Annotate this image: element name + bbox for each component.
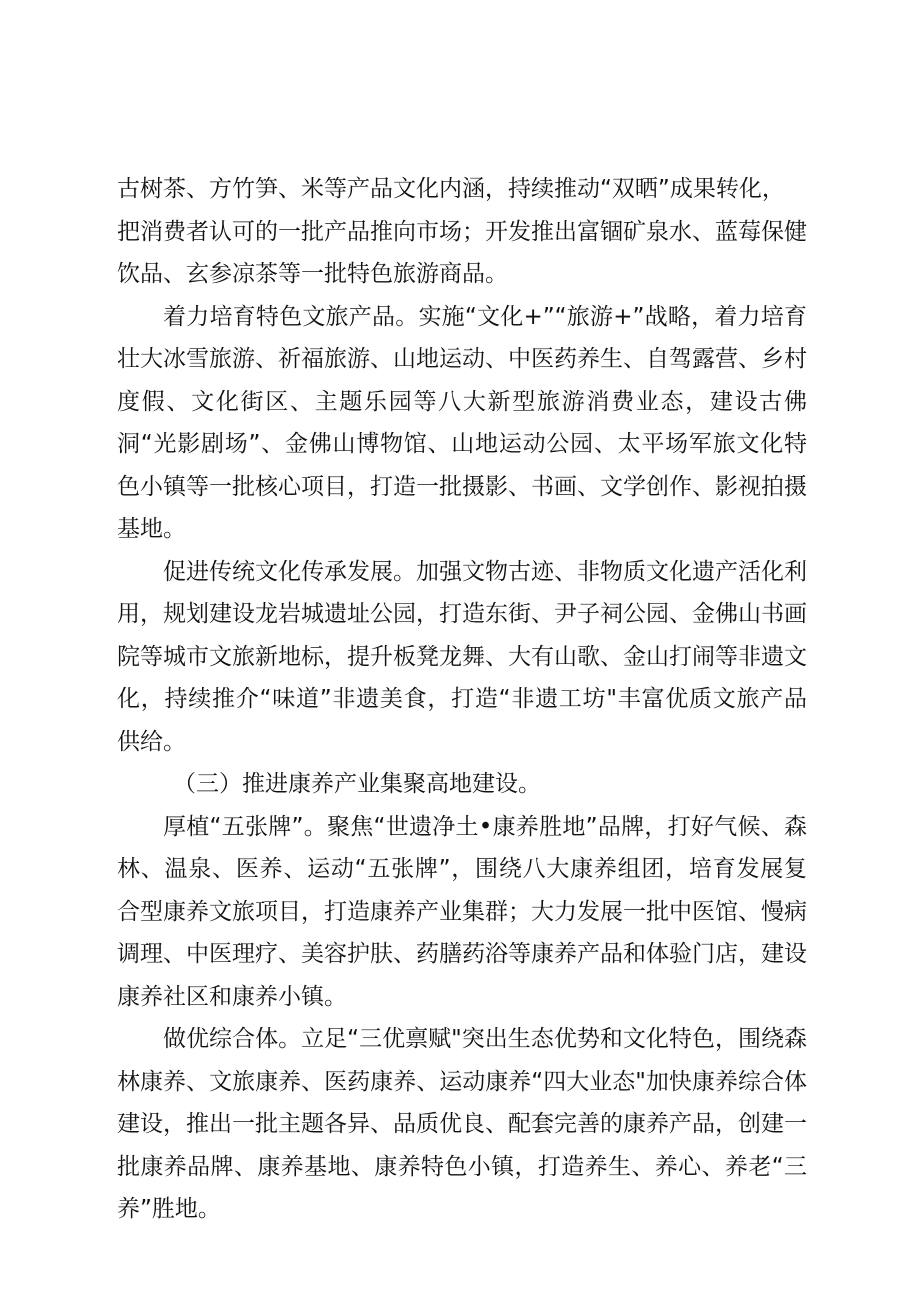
document-body bbox=[117, 168, 807, 1231]
section-heading: （三）推进康养产业集聚高地建设。 bbox=[173, 771, 541, 797]
paragraph-traditional-culture: 促进传统文化传承发展。加强文物古迹、非物质文化遗产活化利用，规划建设龙岩城遗址公园，打造东街、尹子祠公园、金佛山书画院等城市文旅新地标，提升板凳龙舞、大有山歌、金山打闹等非遗文化，持续推介“味道”非遗美食，打造“非遗工坊"丰富优质文旅产品供给。 bbox=[117, 558, 807, 755]
paragraph-cultural-tourism-products: 着力培育特色文旅产品。实施“文化+”“旅游+”战略，着力培育壮大冰雪旅游、祈福旅游、山地运动、中医药养生、自驾露营、乡村度假、文化街区、主题乐园等八大新型旅游消费业态，建设古佛洞“光影剧场”、金佛山博物馆、山地运动公园、太平场军旅文化特色小镇等一批核心项目，打造一批摄影、书画、文学创作、影视拍摄基地。 bbox=[117, 303, 807, 542]
paragraph-continuation: 古树茶、方竹笋、米等产品文化内涵，持续推动“双晒”成果转化，把消费者认可的一批产品推向市场；开发推出富锢矿泉水、蓝莓保健饮品、玄参凉茶等一批特色旅游商品。 bbox=[117, 176, 807, 287]
paragraph-five-cards: 厚植“五张牌”。聚焦“世遗净土•康养胜地”品牌，打好气候、森林、温泉、医养、运动“五张牌”，围绕八大康养组团，培育发展复合型康养文旅项目，打造康养产业集群；大力发展一批中医馆、慢病调理、中医理疗、美容护肤、药膳药浴等康养产品和体验门店，建设康养社区和康养小镇。 bbox=[117, 813, 807, 1010]
paragraph-complex-development: 做优综合体。立足“三优禀赋"突出生态优势和文化特色，围绕森林康养、文旅康养、医药康养、运动康养“四大业态"加快康养综合体建设，推出一批主题各异、品质优良、配套完善的康养产品，创建一批康养品牌、康养基地、康养特色小镇，打造养生、养心、养老“三养”胜地。 bbox=[117, 1026, 807, 1222]
